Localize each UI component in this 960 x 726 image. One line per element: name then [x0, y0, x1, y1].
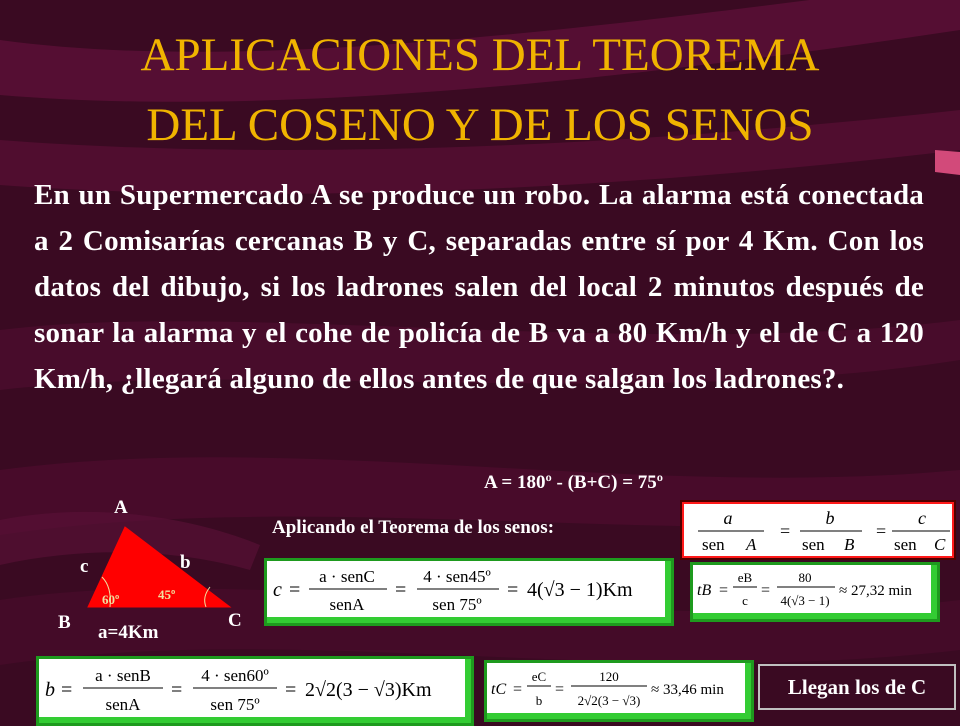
svg-text:=: = — [285, 679, 297, 701]
law-den-sen-2: sen — [802, 535, 825, 554]
b-den-1: senA — [105, 695, 141, 714]
svg-text:=: = — [289, 579, 301, 601]
law-den-sen-1: sen — [702, 535, 725, 554]
page-title-line-1: APLICACIONES DEL TEOREMA — [140, 29, 820, 81]
law-eq-1: = — [780, 521, 791, 541]
tb-num-1: eB — [737, 570, 753, 585]
tc-lhs: tC — [491, 681, 507, 698]
b-result: 2√2(3 − √3)Km — [305, 679, 432, 701]
law-of-sines-label: Aplicando el Teorema de los senos: — [272, 517, 555, 538]
b-lhs: b — [45, 679, 55, 701]
vertex-c-label: C — [228, 610, 242, 631]
law-den-a: A — [746, 535, 757, 554]
conclusion-box: Llegan los de C — [758, 664, 956, 710]
svg-text:=: = — [555, 681, 565, 698]
problem-statement: En un Supermercado A se produce un robo. La alarma está conectada a 2 Comisarías cercanas B y C, separadas entre sí por 4 Km. Con los datos del dibujo, si los ladrones salen del local 2 minutos después de sonar la alarma y el cohe de policía de B va a 80 Km/h y el de C a 120 Km/h, ¿llegará alguno de ellos antes de que salgan los ladrones?. — [34, 179, 924, 395]
page-title-line-2: DEL COSENO Y DE LOS SENOS — [146, 99, 814, 151]
b-den-2: sen 75º — [210, 695, 260, 714]
c-den-1: senA — [329, 595, 365, 614]
svg-text:=: = — [513, 681, 523, 698]
tb-result: ≈ 27,32 min — [839, 583, 912, 599]
tc-num-1: eC — [531, 669, 547, 684]
svg-text:=: = — [171, 679, 183, 701]
law-num-c: c — [918, 508, 926, 528]
svg-text:=: = — [761, 582, 771, 599]
tc-den-1: b — [535, 693, 543, 708]
vertex-b-label: B — [58, 612, 71, 633]
c-num-1: a · senC — [319, 567, 375, 586]
law-num-b: b — [825, 508, 835, 528]
side-b-label: b — [180, 552, 191, 573]
law-num-a: a — [723, 508, 733, 528]
c-num-2: 4 · sen45º — [423, 567, 491, 586]
vertex-a-label: A — [114, 497, 128, 518]
side-a-label: a=4Km — [98, 622, 159, 643]
b-num-2: 4 · sen60º — [201, 666, 269, 685]
c-formula-box — [264, 558, 674, 626]
c-den-2: sen 75º — [432, 595, 482, 614]
tb-num-2: 80 — [798, 570, 812, 585]
c-result: 4(√3 − 1)Km — [527, 579, 633, 601]
b-formula-box — [36, 656, 474, 726]
angle-a-formula: A = 180º - (B+C) = 75º — [484, 472, 664, 493]
time-c-formula-box — [484, 660, 754, 722]
tc-den-2: 2√2(3 − √3) — [577, 693, 641, 708]
b-num-1: a · senB — [95, 666, 151, 685]
law-den-c: C — [934, 535, 946, 554]
tb-den-2: 4(√3 − 1) — [780, 593, 830, 608]
c-lhs: c — [273, 579, 282, 601]
law-of-sines-formula-box — [680, 500, 956, 560]
svg-text:=: = — [395, 579, 407, 601]
law-den-sen-3: sen — [894, 535, 917, 554]
svg-text:=: = — [719, 582, 729, 599]
angle-b-label: 60º — [102, 592, 120, 607]
law-eq-2: = — [876, 521, 887, 541]
tb-den-1: c — [742, 593, 748, 608]
time-b-formula-box — [690, 562, 940, 622]
law-den-b: B — [844, 535, 855, 554]
tb-lhs: tB — [697, 582, 712, 599]
svg-text:=: = — [507, 579, 519, 601]
tc-num-2: 120 — [599, 669, 619, 684]
tc-result: ≈ 33,46 min — [651, 682, 724, 698]
angle-c-label: 45º — [158, 587, 176, 602]
svg-text:=: = — [61, 679, 73, 701]
side-c-label: c — [80, 556, 89, 577]
